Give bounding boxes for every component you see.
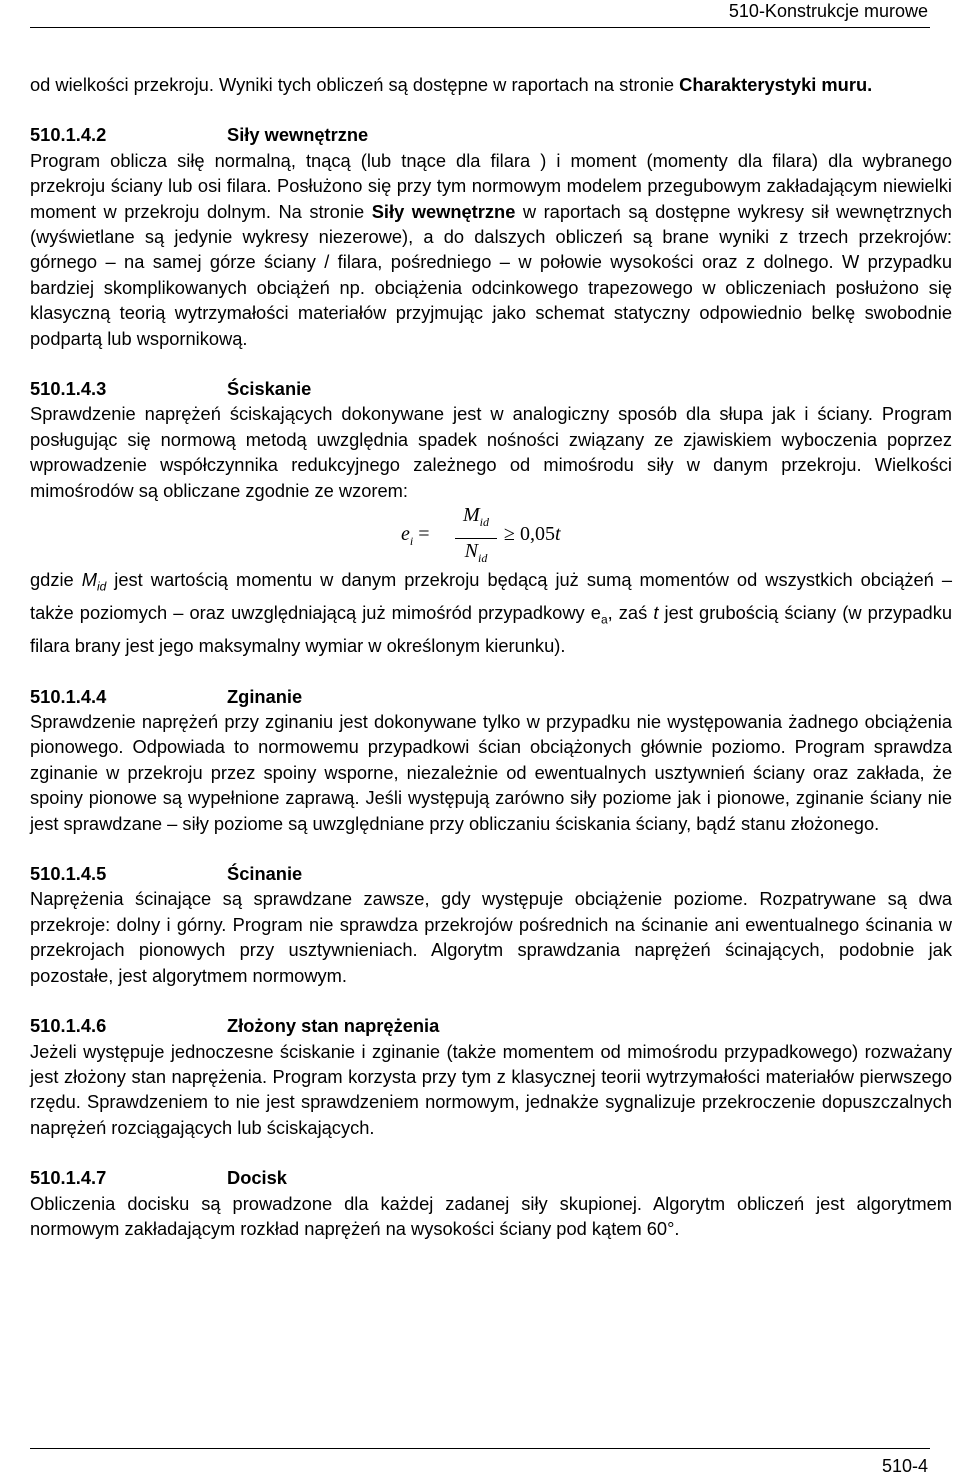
section-paragraph: Naprężenia ścinające są sprawdzane zawsze, gdy występuje obciążenie poziome. Rozpatrywane są dwa przekroje: dolny i górny. Program nie sprawdza przekrojów pośrednich na ścinanie ani ewentualnego ścinania w przekrojach pionowych przy usztywnieniach. Algorytm sprawdzania naprężeń ścinających, podobnie jak pozostałe, jest algorytmem normowym. xyxy=(30,888,952,986)
formula-equals: = xyxy=(413,523,430,546)
document-body xyxy=(30,72,952,1241)
intro-bold-link-text: Charakterystyki muru. xyxy=(679,74,873,95)
section-number: 510.1.4.2 xyxy=(30,124,107,146)
formula-rhs xyxy=(504,522,561,547)
intro-paragraph xyxy=(30,72,952,97)
section-sciskanie xyxy=(30,376,952,659)
section-paragraph: Sprawdzenie naprężeń przy zginaniu jest dokonywane tylko w przypadku nie występowania żadnego obciążenia pionowego. Odpowiada to normowemu przypadkowi ścian obciążonych głównie poziomo. Program sprawdza zginanie w przekroju przez spoiny wsporne, niezależnie od ewentualnych usztywnień ściany oraz zakłada, że spoiny pionowe są wypełnione zaprawą. Jeśli występują zarówno siły poziome jak i pionowe, zginanie ściany nie jest sprawdzane – siły poziome są uwzględniane przy obliczaniu ściskania ściany, bądź stanu złożonego. xyxy=(30,711,952,834)
section-heading xyxy=(30,122,952,147)
eccentricity-formula xyxy=(30,503,952,567)
formula-lhs xyxy=(401,522,430,554)
section-paragraph: Obliczenia docisku są prowadzone dla każdej zadanej siły skupionej. Algorytm obliczeń jest algorytmem normowym zakładającym rozkład naprężeń na wysokości ściany pod kątem 60°. xyxy=(30,1192,952,1239)
paragraph-text: Program oblicza siłę normalną, tnącą (lub tnące dla filara ) i moment (momenty dla filara) dla wybranego przekroju ściany lub osi filara. Posłużono się przy tym normowym modelem przegubowym zakładającym niewielki moment w przekroju dolnym. Na stronie xyxy=(30,149,952,222)
section-heading xyxy=(30,376,952,401)
formula-numerator xyxy=(455,503,497,538)
symbol-sub-id: id xyxy=(96,579,107,594)
section-number: 510.1.4.6 xyxy=(30,1015,107,1037)
section-paragraph xyxy=(30,148,952,351)
section-title: Docisk xyxy=(227,1167,287,1189)
section-number: 510.1.4.3 xyxy=(30,378,107,400)
section-title: Ściskanie xyxy=(227,378,312,400)
formula-N: N xyxy=(464,539,478,562)
formula-sub-id: id xyxy=(478,550,488,565)
paragraph-text: , zaś xyxy=(607,602,654,624)
section-paragraph: Jeżeli występuje jednoczesne ściskanie i zginanie (także momentem od mimośrodu przypadkowego) rozważany jest złożony stan naprężenia. Program korzysta przy tym z klasycznej teorii wytrzymałości materiałów pierwszego rzędu. Sprawdzeniem to nie jest sprawdzeniem normowym, jednakże sygnalizuje przekroczenie dopuszczalnych naprężeń rozciągających lub ściskających. xyxy=(30,1040,952,1138)
formula-fraction xyxy=(455,503,497,571)
paragraph-text: gdzie xyxy=(30,569,82,591)
section-heading xyxy=(30,1165,952,1190)
bold-text: Siły wewnętrzne xyxy=(371,200,516,222)
paragraph-text: w raportach są dostępne wykresy sił wewnętrznych (wyświetlane są jedynie wykresy niezerowe), a do dalszych obliczeń są brane wyniki z trzech przekrojów: górnego – na samej górze ściany / filara, pośredniego – w połowie wysokości oraz z dolnego. W przypadku bardziej skomplikowanych obciążeń np. obciążenia odcinkowego trapezowego w obliczeniach posłużono się klasyczną teorią wytrzymałości materiałów przyjmując jako schemat statyczny odpowiednio belkę swobodnie podpartą lub wspornikową. xyxy=(30,200,952,349)
paragraph-text: jest wartością momentu w danym przekroju będącą już sumą momentów od wszystkich obciążeń – także poziomych – oraz uwzględniającą już mimośród przypadkowy e xyxy=(30,569,952,624)
section-number: 510.1.4.5 xyxy=(30,863,107,885)
section-title: Zginanie xyxy=(227,685,303,707)
page-header: 510-Konstrukcje murowe xyxy=(728,1,928,21)
section-zlozony-stan xyxy=(30,1013,952,1140)
section-title: Ścinanie xyxy=(227,863,303,885)
intro-text: od wielkości przekroju. Wyniki tych obliczeń są dostępne w raportach na stronie xyxy=(30,74,680,95)
section-title: Siły wewnętrzne xyxy=(227,124,369,146)
header-rule xyxy=(30,27,930,28)
formula-sub-id: id xyxy=(479,515,489,530)
section-heading xyxy=(30,861,952,886)
section-zginanie xyxy=(30,684,952,836)
formula-denominator xyxy=(455,539,497,571)
section-docisk xyxy=(30,1165,952,1241)
formula-sub-i: i xyxy=(409,534,414,549)
section-title: Złożony stan naprężenia xyxy=(227,1015,440,1037)
section-paragraph xyxy=(30,567,952,659)
formula-rhs-value: ≥ 0,05 xyxy=(504,523,555,546)
symbol-t: t xyxy=(653,602,659,624)
formula-M: M xyxy=(462,504,480,527)
page-number: 510-4 xyxy=(881,1456,928,1476)
section-scinanie xyxy=(30,861,952,988)
section-number: 510.1.4.4 xyxy=(30,685,107,707)
symbol-sub-a: a xyxy=(600,612,608,627)
symbol-M: M xyxy=(81,569,97,591)
footer-rule xyxy=(30,1448,930,1449)
formula-t: t xyxy=(554,523,561,546)
section-heading xyxy=(30,684,952,709)
section-number: 510.1.4.7 xyxy=(30,1167,107,1189)
paragraph-text: jest grubością ściany (w przypadku filara brany jest jego maksymalny wymiar w określonym kierunku). xyxy=(30,602,952,657)
section-heading xyxy=(30,1013,952,1038)
section-paragraph: Sprawdzenie naprężeń ściskających dokonywane jest w analogiczny sposób dla słupa jak i ściany. Program posługując się normową metodą uwzględnia spadek nośności związany ze zjawiskiem wyboczenia poprzez wprowadzenie współczynnika redukcyjnego zależnego od mimośrodu siły w danym przekroju. Wielkości mimośrodów są obliczane zgodnie ze wzorem: xyxy=(30,403,952,501)
formula-e: e xyxy=(401,523,410,546)
section-sily-wewnetrzne xyxy=(30,122,952,351)
